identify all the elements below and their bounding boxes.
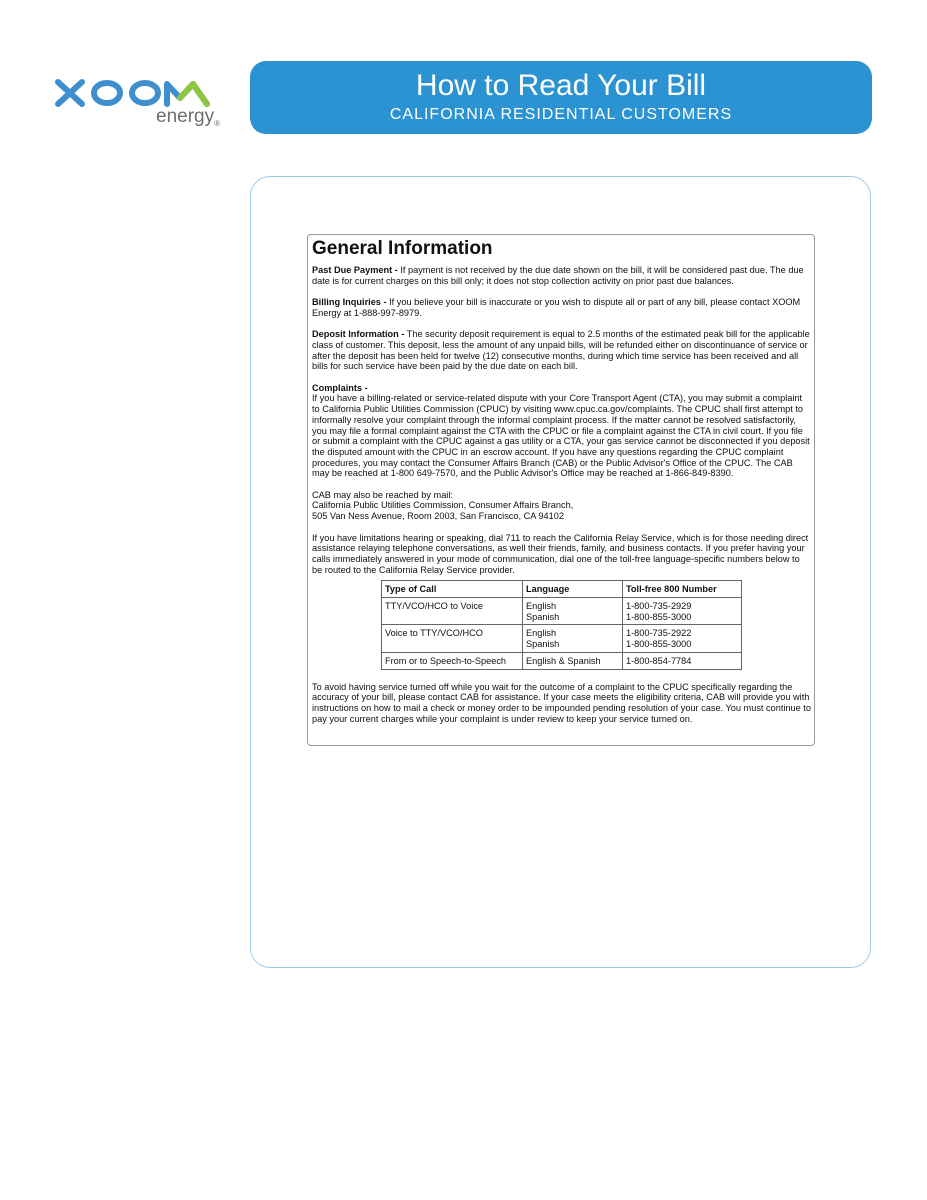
table-cell-type: Voice to TTY/VCO/HCO bbox=[382, 625, 523, 652]
table-header-language: Language bbox=[523, 581, 623, 598]
table-row bbox=[382, 652, 742, 669]
language-line: English bbox=[526, 601, 557, 612]
table-cell-number: 1-800-854-7784 bbox=[623, 652, 742, 669]
page-title: How to Read Your Bill bbox=[415, 69, 707, 102]
table-cell-language: English & Spanish bbox=[523, 652, 623, 669]
general-information-box bbox=[307, 234, 815, 746]
logo-sub bbox=[156, 106, 220, 128]
deposit-paragraph bbox=[312, 329, 811, 372]
table-cell-type: From or to Speech-to-Speech bbox=[382, 652, 523, 669]
deposit-text: The security deposit requirement is equal to 2.5 months of the estimated peak bill for the applicable class of customer. This deposit, less the amount of any unpaid bills, will be refunded either on discontinuance of service or after the deposit has been held for twelve (12) consecutive months, during which time service has been received and all bills for such service have been paid by the due date on each bill. bbox=[312, 329, 810, 372]
cab-mail-line-3: 505 Van Ness Avenue, Room 2003, San Francisco, CA 94102 bbox=[312, 511, 564, 522]
complaints-text: If you have a billing-related or service-related dispute with your Core Transport Agent (CTA), you may submit a complaint to California Public Utilities Commission (CPUC) by visiting www.cpuc.ca.gov/complaints. The CPUC shall first attempt to informally resolve your complaint through the informal complaint process. If the matter cannot be resolved satisfactorily, you may file a formal complaint against the CTA with the CPUC or file a complaint against the CTA in civil court. If you file or submit a complaint with the CPUC against a gas utility or a CTA, your gas service cannot be disconnected if you deposit the disputed amount with the CPUC in an escrow account. If you have any questions regarding the CPUC complaint procedures, you may contact the Consumer Affairs Branch (CAB) or the Public Advisor's Office of the CPUC. The CAB may be reached at 1-800 649-7570, and the Public Advisor's Office may be reached at 1-866-849-8390. bbox=[312, 393, 810, 479]
past-due-label: Past Due Payment - bbox=[312, 265, 398, 275]
deposit-label: Deposit Information - bbox=[312, 329, 405, 340]
table-cell-number bbox=[623, 598, 742, 625]
relay-service-paragraph: If you have limitations hearing or speaking, dial 711 to reach the California Relay Service, which is for those needing direct assistance relaying telephone conversations, as well their friends, family, and business contacts. If you prefer having your calls immediately answered in your mode of communication, dial one of the toll-free language-specific numbers below to be routed to the California Relay Service provider. bbox=[312, 532, 809, 575]
table-cell-language bbox=[523, 625, 623, 652]
table-cell-language bbox=[523, 598, 623, 625]
relay-numbers-table bbox=[381, 580, 742, 669]
xoom-wordmark-icon bbox=[55, 76, 220, 110]
billing-inquiries-text: If you believe your bill is inaccurate or you wish to dispute all or part of any bill, please contact XOOM Energy at 1-888-997-8979. bbox=[312, 297, 801, 318]
billing-inquiries-paragraph bbox=[312, 297, 811, 318]
language-line: Spanish bbox=[526, 639, 560, 650]
past-due-paragraph bbox=[312, 265, 811, 286]
cab-mail-line-2: California Public Utilities Commission, Consumer Affairs Branch, bbox=[312, 500, 574, 511]
past-due-text: If payment is not received by the due date shown on the bill, it will be considered past due. The due date is for current charges on this bill only; it does not stop collection activity on prior past due balances. bbox=[312, 265, 804, 286]
table-row bbox=[382, 625, 742, 652]
general-information-heading: General Information bbox=[312, 238, 493, 259]
language-line: Spanish bbox=[526, 611, 560, 622]
logo-sub-text: energy bbox=[156, 106, 215, 127]
table-header-number: Toll-free 800 Number bbox=[623, 581, 742, 598]
phone-number: 1-800-735-2922 bbox=[626, 628, 692, 639]
table-row bbox=[382, 598, 742, 625]
page-subtitle: CALIFORNIA RESIDENTIAL CUSTOMERS bbox=[389, 106, 733, 123]
header-banner bbox=[250, 61, 872, 134]
table-cell-type: TTY/VCO/HCO to Voice bbox=[382, 598, 523, 625]
table-header-type: Type of Call bbox=[382, 581, 523, 598]
logo-reg-mark: ® bbox=[214, 119, 221, 128]
cab-mail-line-1: CAB may also be reached by mail: bbox=[312, 489, 453, 500]
table-header-row bbox=[382, 581, 742, 598]
language-line: English bbox=[526, 628, 557, 639]
xoom-energy-logo bbox=[55, 76, 225, 128]
table-cell-number bbox=[623, 625, 742, 652]
closing-paragraph: To avoid having service turned off while you wait for the outcome of a complaint to the CPUC specifically regarding the accuracy of your bill, please contact CAB for assistance. If your case meets the eligibility criteria, CAB will provide you with instructions on how to mail a check or money order to be impounded pending resolution of your case. You must continue to pay your current charges while your complaint is under review to keep your service turned on. bbox=[312, 681, 811, 724]
phone-number: 1-800-855-3000 bbox=[626, 611, 692, 622]
phone-number: 1-800-735-2929 bbox=[626, 601, 692, 612]
complaints-label: Complaints - bbox=[312, 382, 368, 393]
complaints-paragraph bbox=[312, 383, 811, 479]
cab-mail-paragraph bbox=[312, 490, 811, 522]
billing-inquiries-label: Billing Inquiries - bbox=[312, 297, 387, 308]
phone-number: 1-800-855-3000 bbox=[626, 639, 692, 650]
